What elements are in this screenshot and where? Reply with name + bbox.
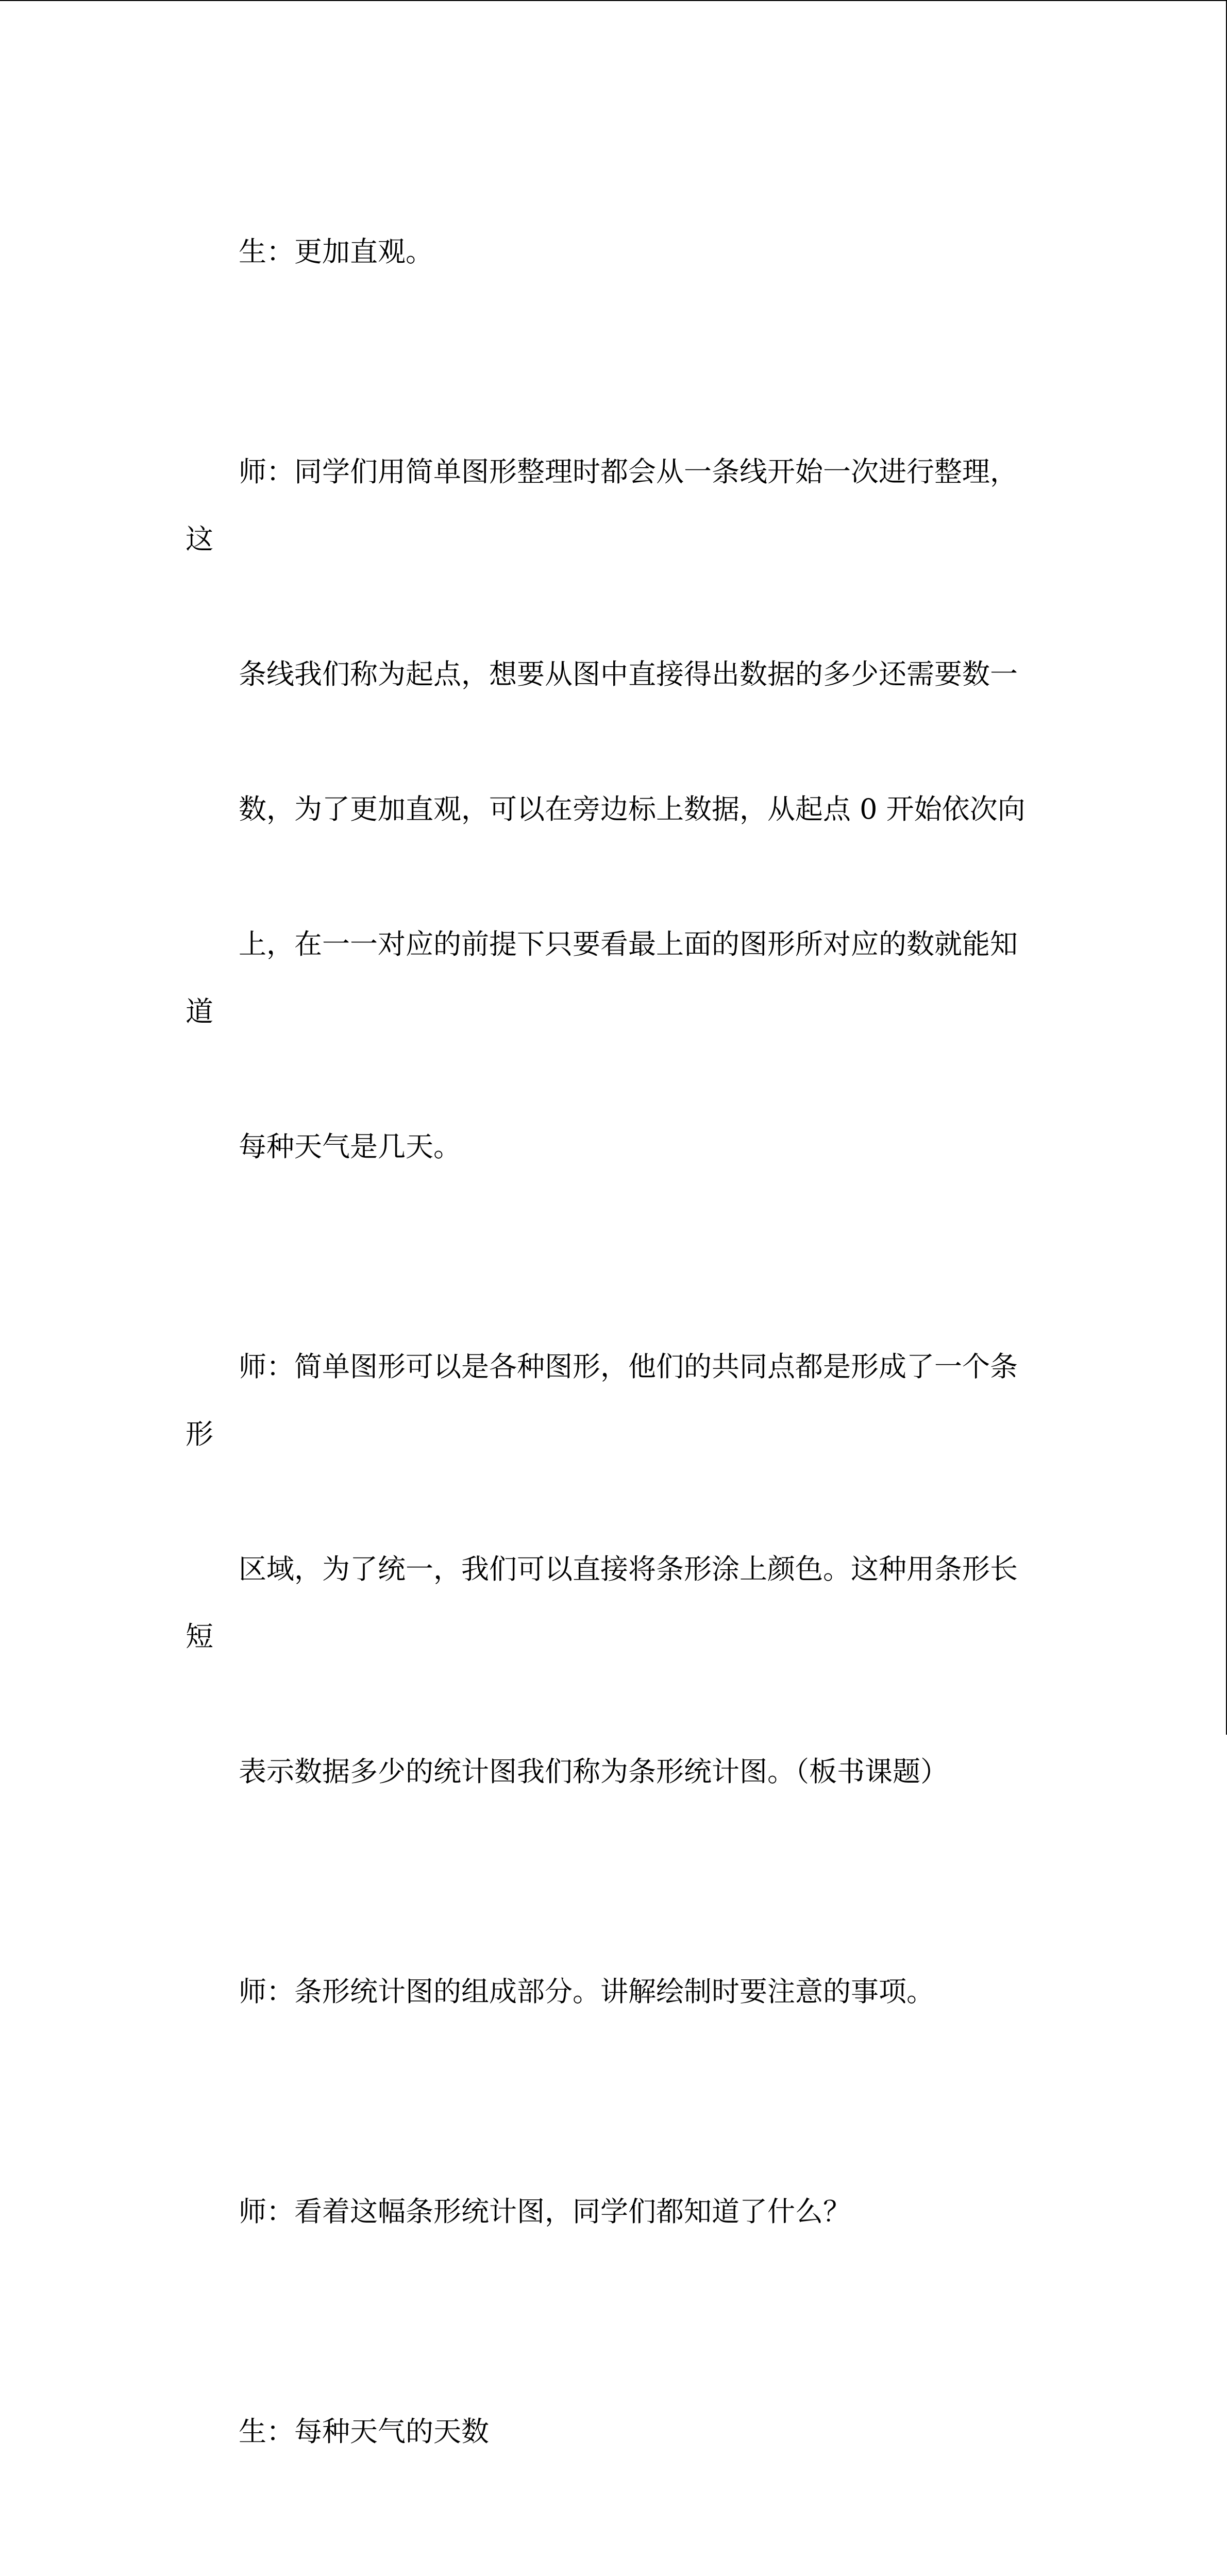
text-line: 生：每种天气的天数 (239, 2415, 489, 2448)
paragraph (186, 1890, 1026, 2093)
paragraph (186, 150, 1026, 353)
text-line: 生：更加直观。 (239, 235, 433, 268)
text-line: 表示数据多少的统计图我们称为条形统计图。（板书课题） (239, 1755, 948, 1788)
paragraph (186, 2550, 1026, 2576)
text-line: 数，为了更加直观，可以在旁边标上数据，从起点 0 开始依次向 (239, 793, 1026, 825)
text-line: 师：简单图形可以是各种图形，他们的共同点都是形成了一个条形 (186, 1350, 1018, 1450)
text-line: 师：条形统计图的组成部分。讲解绘制时要注意的事项。 (239, 1975, 934, 2008)
paragraph (186, 370, 1026, 1248)
paragraph (186, 1265, 1026, 1873)
paragraph (186, 2330, 1026, 2533)
text-line: 师：看着这幅条形统计图，同学们都知道了什么？ (239, 2195, 851, 2228)
text-line: 区域，为了统一，我们可以直接将条形涂上颜色。这种用条形长短 (186, 1553, 1018, 1653)
text-line: 上，在一一对应的前提下只要看最上面的图形所对应的数就能知道 (186, 928, 1018, 1028)
text-line: 师：同学们用简单图形整理时都会从一条线开始一次进行整理，这 (186, 455, 1018, 555)
text-line: 条线我们称为起点，想要从图中直接得出数据的多少还需要数一 (239, 658, 1018, 690)
text-line: 每种天气是几天。 (239, 1130, 461, 1163)
paragraph (186, 2110, 1026, 2313)
document-body (186, 150, 1026, 2576)
